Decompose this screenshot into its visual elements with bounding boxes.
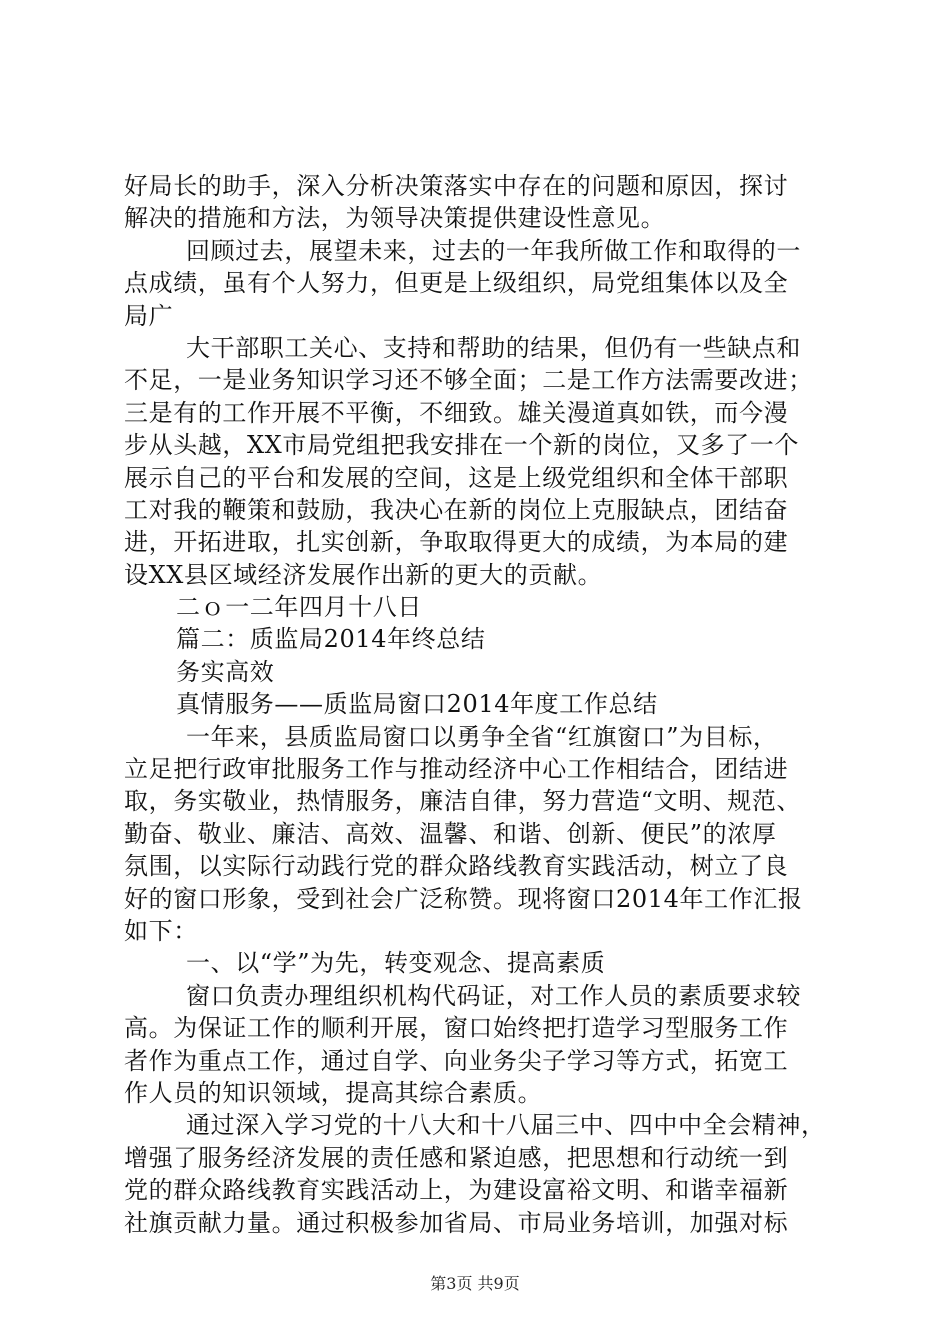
text-line: 高。为保证工作的顺利开展，窗口始终把打造学习型服务工作 bbox=[124, 1014, 789, 1043]
text-line: 者作为重点工作，通过自学、向业务尖子学习等方式，拓宽工 bbox=[124, 1046, 789, 1075]
text-line: 不足，一是业务知识学习还不够全面；二是工作方法需要改进； bbox=[124, 366, 813, 395]
text-line: 窗口负责办理组织机构代码证，对工作人员的素质要求较 bbox=[186, 981, 801, 1010]
text-line: 氛围，以实际行动践行党的群众路线教育实践活动，树立了良 bbox=[124, 852, 789, 881]
text-line: 立足把行政审批服务工作与推动经济中心工作相结合，团结进 bbox=[124, 755, 789, 784]
text-line: 好局长的助手，深入分析决策落实中存在的问题和原因，探讨 bbox=[124, 172, 789, 200]
text-line: 进，开拓进取，扎实创新，争取取得更大的成绩，为本局的建 bbox=[124, 528, 789, 557]
text-line: 党的群众路线教育实践活动上，为建设富裕文明、和谐幸福新 bbox=[124, 1176, 789, 1205]
text-line: 好的窗口形象，受到社会广泛称赞。现将窗口2014年工作汇报 bbox=[124, 884, 803, 913]
text-line: 社旗贡献力量。通过积极参加省局、市局业务培训，加强对标 bbox=[124, 1208, 789, 1237]
text-line: 务实高效 bbox=[176, 657, 275, 686]
text-line: 解决的措施和方法，为领导决策提供建设性意见。 bbox=[124, 204, 666, 233]
text-line: 展示自己的平台和发展的空间，这是上级党组织和全体干部职 bbox=[124, 463, 789, 492]
text-line: 大干部职工关心、支持和帮助的结果，但仍有一些缺点和 bbox=[186, 333, 801, 362]
text-line: 步从头越，XX市局党组把我安排在一个新的岗位，又多了一个 bbox=[124, 431, 799, 460]
text-line: 勤奋、敬业、廉洁、高效、温馨、和谐、创新、便民”的浓厚 bbox=[124, 819, 777, 848]
text-line: 增强了服务经济发展的责任感和紧迫感，把思想和行动统一到 bbox=[124, 1143, 789, 1172]
text-line: 一、以“学”为先，转变观念、提高素质 bbox=[186, 949, 606, 978]
text-line: 篇二：质监局2014年终总结 bbox=[176, 625, 486, 654]
text-line: 局广 bbox=[124, 301, 174, 330]
text-line: 真情服务——质监局窗口2014年度工作总结 bbox=[176, 690, 658, 719]
text-line: 点成绩，虽有个人努力，但更是上级组织，局党组集体以及全 bbox=[124, 269, 789, 298]
text-line: 通过深入学习党的十八大和十八届三中、四中中全会精神， bbox=[186, 1111, 826, 1140]
text-line: 二ｏ一二年四月十八日 bbox=[176, 593, 422, 622]
page-footer: 第3页 共9页 bbox=[430, 1274, 520, 1293]
text-line: 工对我的鞭策和鼓励，我决心在新的岗位上克服缺点，团结奋 bbox=[124, 495, 789, 524]
text-line: 如下： bbox=[124, 916, 198, 945]
text-line: 三是有的工作开展不平衡，不细致。雄关漫道真如铁，而今漫 bbox=[124, 398, 789, 427]
text-line: 作人员的知识领域，提高其综合素质。 bbox=[124, 1078, 543, 1107]
text-line: 回顾过去，展望未来，过去的一年我所做工作和取得的一 bbox=[186, 236, 801, 265]
text-line: 取，务实敬业，热情服务，廉洁自律，努力营造“文明、规范、 bbox=[124, 787, 802, 816]
body-text bbox=[124, 170, 844, 1239]
text-line: 设XX县区域经济发展作出新的更大的贡献。 bbox=[124, 560, 603, 589]
text-line: 一年来，县质监局窗口以勇争全省“红旗窗口”为目标， bbox=[186, 722, 778, 751]
